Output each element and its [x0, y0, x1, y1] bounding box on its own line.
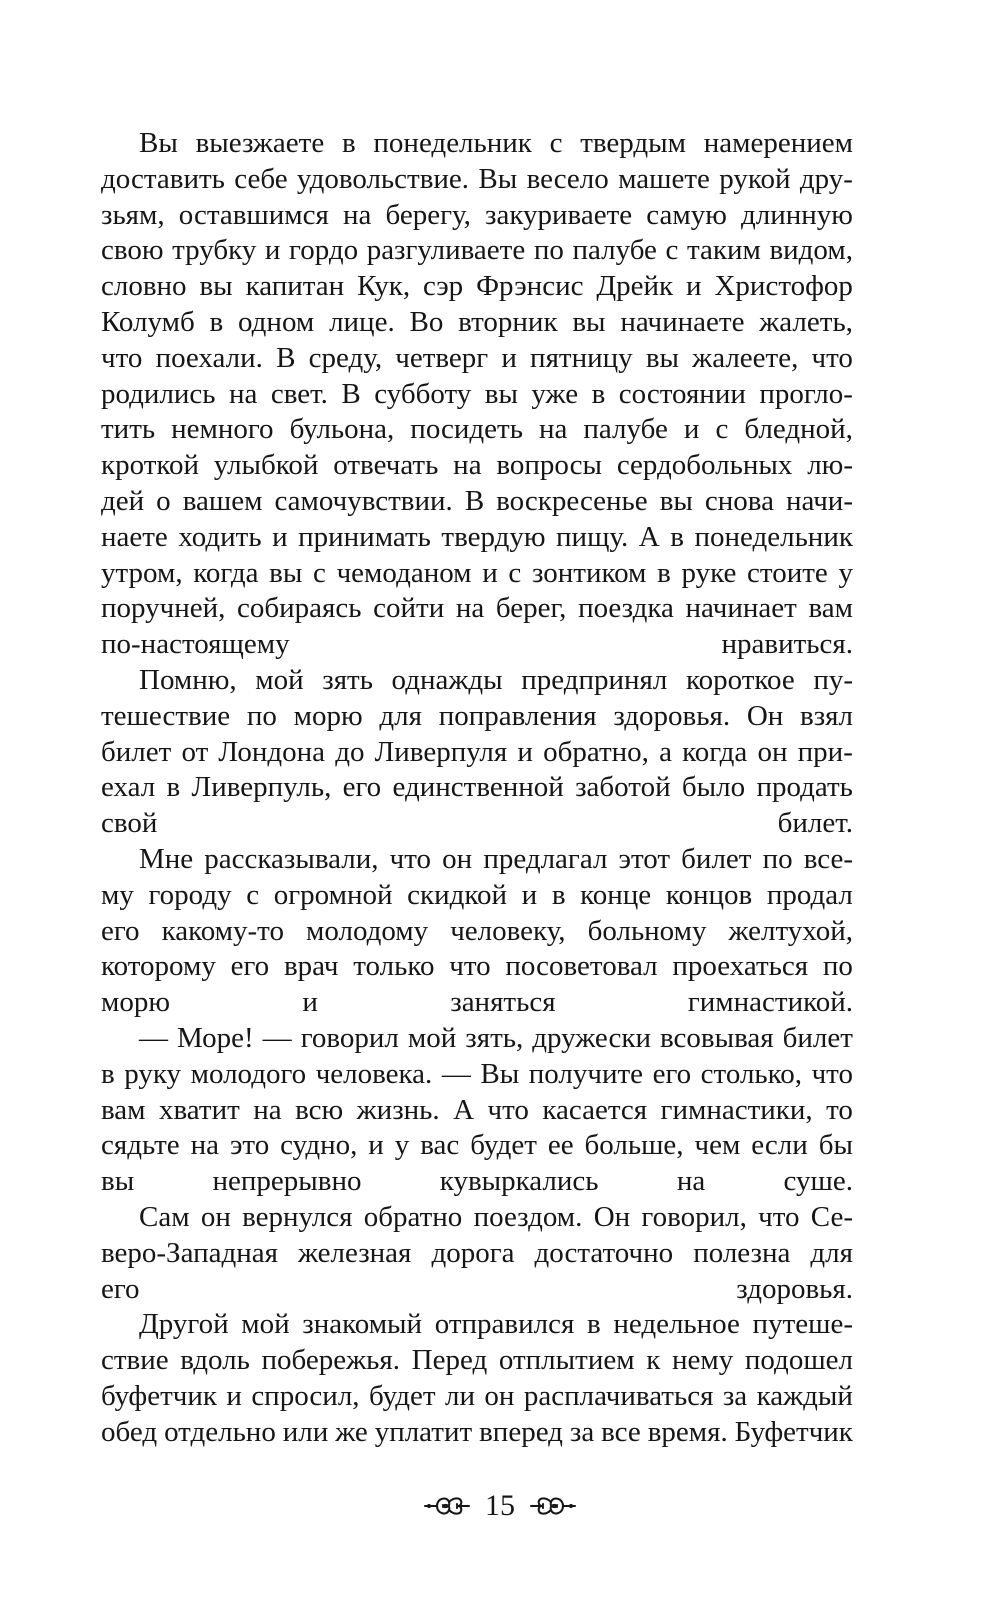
text-line: кроткой улыбкой отвечать на вопросы сердобольных лю-: [101, 449, 853, 482]
page-number: 15: [485, 1489, 515, 1522]
text-line: билет от Лондона до Ливерпуля и обратно, а когда он при-: [101, 735, 853, 768]
text-line: свой билет.: [101, 807, 853, 840]
text-line: в руку молодого человека. — Вы получите его столько, что: [101, 1057, 853, 1090]
text-line: Сам он вернулся обратно поездом. Он говорил, что Се-: [139, 1200, 853, 1233]
text-line: тешествие по морю для поправления здоровья. Он взял: [101, 699, 853, 732]
text-line: Другой мой знакомый отправился в недельное путеше-: [139, 1308, 853, 1341]
text-line: вы непрерывно кувыркались на суше.: [101, 1165, 853, 1198]
text-line: — Море! — говорил мой зять, дружески всовывая билет: [139, 1021, 853, 1054]
text-line: его какому-то молодому человеку, больному желтухой,: [101, 914, 853, 947]
text-line: поручней, собираясь сойти на берег, поездка начинает вам: [101, 592, 853, 625]
ornament-left-icon: [423, 1492, 471, 1520]
text-line: ехал в Ливерпуль, его единственной заботой было продать: [101, 771, 853, 804]
page-footer: [0, 1481, 1000, 1531]
text-line: которому его врач только что посоветовал проехаться по: [101, 950, 853, 983]
text-line: его здоровья.: [101, 1272, 853, 1305]
text-line: Помню, мой зять однажды предпринял короткое пу-: [139, 663, 853, 696]
text-line: свою трубку и гордо разгуливаете по палубе с таким видом,: [101, 234, 853, 267]
ornament-right-icon: [529, 1492, 577, 1520]
text-line: тить немного бульона, посидеть на палубе и с бледной,: [101, 413, 853, 446]
text-line: словно вы капитан Кук, сэр Фрэнсис Дрейк и Христофор: [101, 270, 853, 303]
text-line: зьям, оставшимся на берегу, закуриваете самую длинную: [101, 198, 853, 231]
text-line: по-настоящему нравиться.: [101, 628, 853, 661]
text-line: дей о вашем самочувствии. В воскресенье вы снова начи-: [101, 484, 853, 517]
text-line: утром, когда вы с чемоданом и с зонтиком в руке стоите у: [101, 556, 853, 589]
text-line: родились на свет. В субботу вы уже в состоянии прогло-: [101, 377, 853, 410]
text-line: наете ходить и принимать твердую пищу. А в понедельник: [101, 520, 853, 553]
text-line: Колумб в одном лице. Во вторник вы начинаете жалеть,: [101, 305, 853, 338]
text-line: обед отдельно или же уплатит вперед за все время. Буфетчик: [101, 1415, 853, 1448]
text-line: что поехали. В среду, четверг и пятницу вы жалеете, что: [101, 341, 853, 374]
text-line: доставить себе удовольствие. Вы весело машете рукой дру-: [101, 162, 853, 195]
text-line: Вы выезжаете в понедельник с твердым намерением: [139, 127, 853, 159]
text-line: веро-Западная железная дорога достаточно полезна для: [101, 1236, 853, 1269]
text-line: морю и заняться гимнастикой.: [101, 986, 853, 1019]
body-text: [101, 126, 853, 1450]
text-line: вам хватит на всю жизнь. А что касается гимнастики, то: [101, 1093, 853, 1126]
text-line: буфетчик и спросил, будет ли он расплачиваться за каждый: [101, 1379, 853, 1412]
text-line: му городу с огромной скидкой и в конце концов продал: [101, 878, 853, 911]
text-line: Мне рассказывали, что он предлагал этот билет по все-: [139, 842, 853, 875]
text-line: ствие вдоль побережья. Перед отплытием к нему подошел: [101, 1344, 853, 1377]
text-line: сядьте на это судно, и у вас будет ее больше, чем если бы: [101, 1129, 853, 1162]
